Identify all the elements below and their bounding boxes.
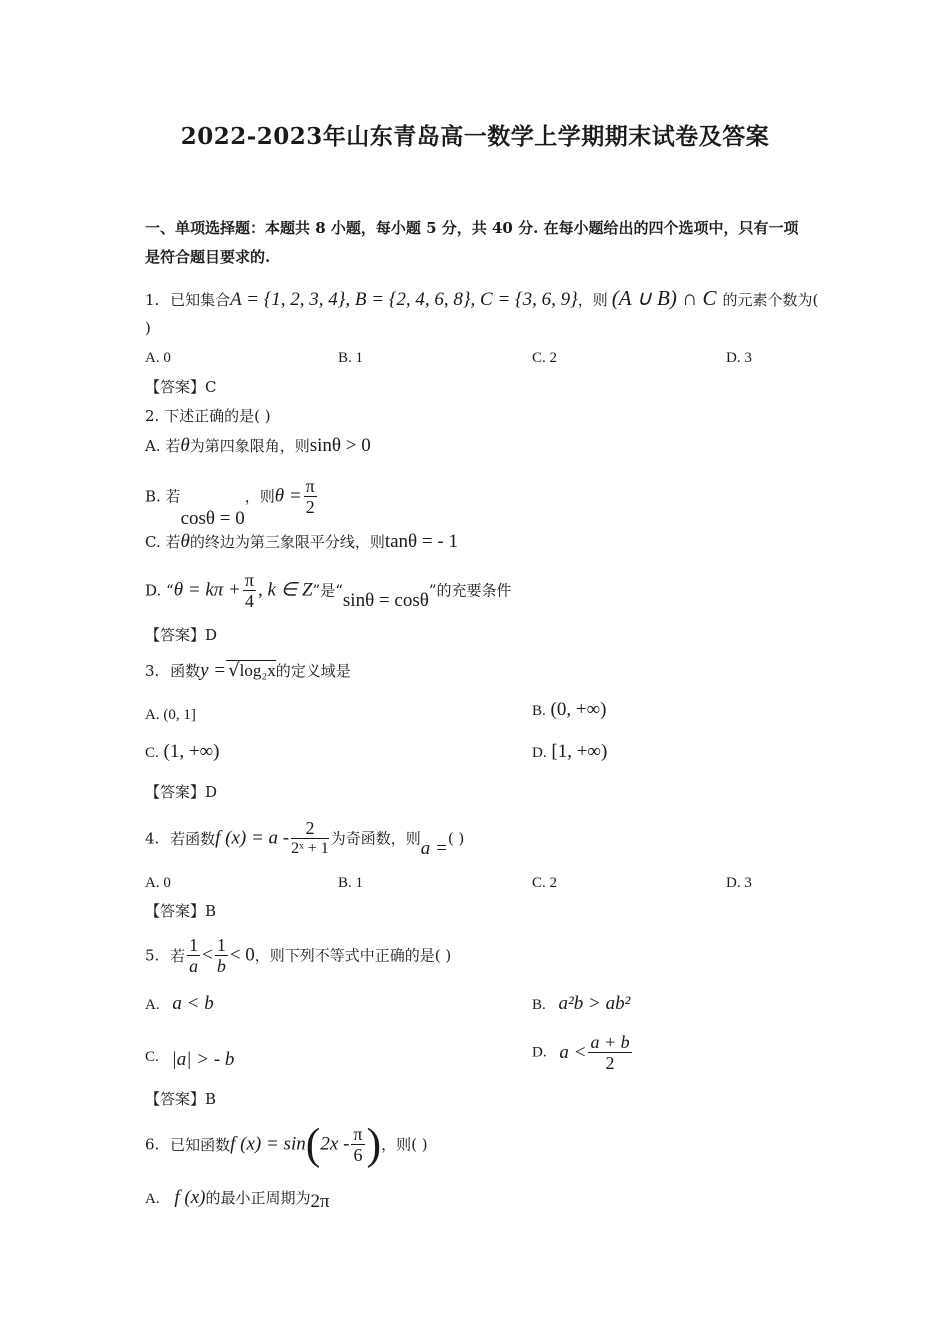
q2-stem: 2. 下述正确的是( )	[145, 407, 271, 425]
q5-answer: 【答案】B	[145, 1090, 217, 1108]
q2-option-c: C. 若θ的终边为第三象限平分线，则tanθ = - 1	[145, 531, 458, 552]
page-title: 2022-2023年山东青岛高一数学上学期期末试卷及答案	[180, 123, 770, 150]
q2-answer: 【答案】D	[145, 626, 218, 644]
q1-pre: 已知集合	[170, 291, 231, 309]
q4-option-c: C. 2	[532, 875, 558, 891]
q1-post: 的元素个数为(	[722, 291, 819, 309]
q4-option-d: D. 3	[726, 875, 752, 891]
q1-expression: (A ∪ B) ∩ C	[611, 286, 717, 310]
q4-answer: 【答案】B	[145, 902, 217, 920]
question-6: 6. 已知函数f (x) = sin(2x - $\frac{\pi}{6}$ )，则( )	[145, 1119, 428, 1169]
q5-option-b: B. a²b > ab²	[532, 993, 631, 1014]
q2-option-b: B. 若cosθ = 0，则θ = $\frac{\pi}{2}$	[145, 476, 315, 529]
question-1	[145, 288, 818, 310]
q3-option-d: D. [1, +∞)	[532, 741, 608, 762]
q4-option-a: A. 0	[145, 875, 171, 891]
q1-then: ，则	[577, 291, 608, 309]
q1-option-a: A. 0	[145, 350, 171, 366]
q5-option-d: D. a < $\frac{a + b}{2}$	[532, 1032, 630, 1073]
question-3: 3. 函数y = √log₂x的定义域是	[145, 660, 351, 681]
q3-option-c: C. (1, +∞)	[145, 741, 220, 762]
q5-option-a: A. a < b	[145, 993, 214, 1014]
q3-option-b: B. (0, +∞)	[532, 699, 607, 720]
q5-option-c: C. |a| > - b	[145, 1049, 235, 1070]
q2-option-a: A. 若θ为第四象限角，则sinθ > 0	[145, 435, 371, 456]
q1-option-c: C. 2	[532, 350, 558, 366]
q3-option-a: A. (0, 1]	[145, 707, 196, 723]
question-4: 4. 若函数f (x) = a - $\frac{2}{\text{2ˣ + 1}}$ 为奇函数，则a =( )	[145, 818, 465, 859]
q6-option-a: A. f (x)的最小正周期为2π	[145, 1187, 330, 1212]
q1-option-d: D. 3	[726, 350, 752, 366]
q1-number: 1.	[145, 291, 160, 309]
q1-set-c: , C = {3, 6, 9}	[470, 289, 578, 310]
q4-option-b: B. 1	[338, 875, 364, 891]
question-5: 5. 若 $\frac{1}{a}$ < $\frac{1}{b}$ < 0，则下列不等式中正确的是( )	[145, 935, 452, 976]
q1-answer: 【答案】C	[145, 378, 217, 396]
q3-answer: 【答案】D	[145, 783, 218, 801]
q1-option-b: B. 1	[338, 350, 364, 366]
q1-close: )	[145, 319, 151, 337]
q1-set-a: A = {1, 2, 3, 4}	[230, 289, 346, 310]
section-header-line2: 是符合题目要求的.	[145, 248, 271, 266]
section-header-line1: 一、单项选择题：本题共 8 小题，每小题 5 分，共 40 分. 在每小题给出的四个选项中，只有一项	[145, 219, 799, 237]
q2-option-d: D. “θ = kπ + $\frac{\pi}{4}$ , k ∈ Z”是“sinθ = cosθ”的充要条件	[145, 570, 512, 611]
q1-set-b: , B = {2, 4, 6, 8}	[345, 289, 471, 310]
